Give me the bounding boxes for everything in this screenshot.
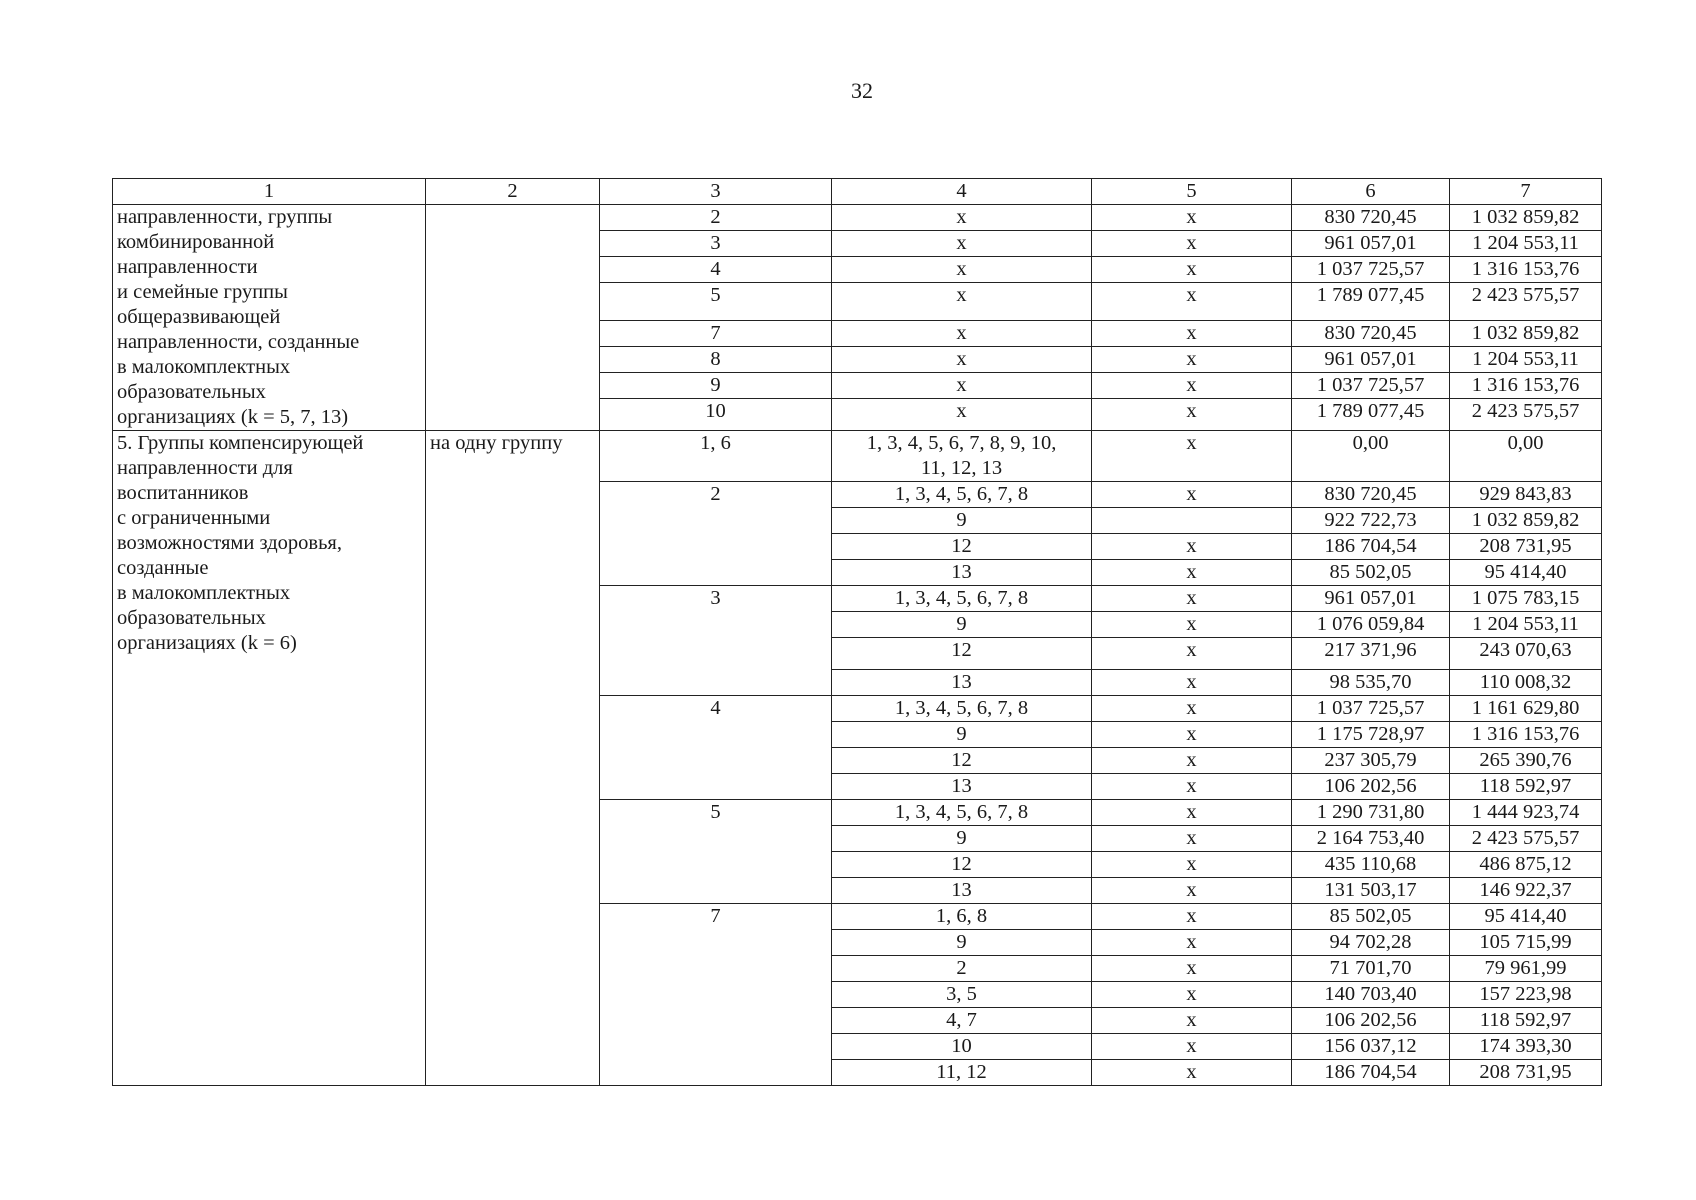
category-cell: 12	[832, 534, 1092, 560]
table-header-row	[113, 179, 1602, 205]
marker-cell: х	[1092, 431, 1292, 482]
category-cell: 1, 6, 8	[832, 904, 1092, 930]
value-cell: 2 164 753,40	[1292, 826, 1450, 852]
category-cell: х	[832, 373, 1092, 399]
marker-cell: х	[1092, 1008, 1292, 1034]
value-cell: 929 843,83	[1450, 482, 1602, 508]
value-cell: 79 961,99	[1450, 956, 1602, 982]
value-cell: 186 704,54	[1292, 534, 1450, 560]
value-cell: 1 444 923,74	[1450, 800, 1602, 826]
value-cell: 1 161 629,80	[1450, 696, 1602, 722]
column-number-header: 1	[113, 179, 426, 205]
value-cell: 131 503,17	[1292, 878, 1450, 904]
category-cell: 9	[832, 508, 1092, 534]
value-cell: 208 731,95	[1450, 534, 1602, 560]
category-cell: 1, 3, 4, 5, 6, 7, 8	[832, 586, 1092, 612]
value-cell: 435 110,68	[1292, 852, 1450, 878]
category-cell: 1, 3, 4, 5, 6, 7, 8	[832, 482, 1092, 508]
category-cell: х	[832, 283, 1092, 321]
marker-cell: х	[1092, 696, 1292, 722]
marker-cell: х	[1092, 904, 1292, 930]
value-cell: 961 057,01	[1292, 347, 1450, 373]
category-cell: 11, 12	[832, 1060, 1092, 1086]
value-cell: 961 057,01	[1292, 231, 1450, 257]
value-cell: 486 875,12	[1450, 852, 1602, 878]
group-count-cell: 3	[600, 231, 832, 257]
category-cell: 9	[832, 930, 1092, 956]
marker-cell: х	[1092, 956, 1292, 982]
value-cell: 1 037 725,57	[1292, 373, 1450, 399]
category-cell: 13	[832, 670, 1092, 696]
category-cell: х	[832, 399, 1092, 431]
category-cell: х	[832, 347, 1092, 373]
group-count-cell: 2	[600, 205, 832, 231]
value-cell: 2 423 575,57	[1450, 399, 1602, 431]
value-cell: 1 204 553,11	[1450, 612, 1602, 638]
marker-cell: х	[1092, 399, 1292, 431]
value-cell: 1 316 153,76	[1450, 722, 1602, 748]
group-count-cell: 8	[600, 347, 832, 373]
value-cell: 71 701,70	[1292, 956, 1450, 982]
value-cell: 85 502,05	[1292, 560, 1450, 586]
value-cell: 2 423 575,57	[1450, 826, 1602, 852]
marker-cell: х	[1092, 586, 1292, 612]
group-count-cell: 2	[600, 482, 832, 586]
category-cell: 13	[832, 560, 1092, 586]
marker-cell: х	[1092, 670, 1292, 696]
category-cell: 13	[832, 878, 1092, 904]
group-count-cell: 5	[600, 283, 832, 321]
value-cell: 118 592,97	[1450, 774, 1602, 800]
marker-cell: х	[1092, 1060, 1292, 1086]
category-cell: 1, 3, 4, 5, 6, 7, 8, 9, 10, 11, 12, 13	[832, 431, 1092, 482]
marker-cell: х	[1092, 482, 1292, 508]
value-cell: 106 202,56	[1292, 774, 1450, 800]
marker-cell: х	[1092, 257, 1292, 283]
value-cell: 95 414,40	[1450, 560, 1602, 586]
value-cell: 110 008,32	[1450, 670, 1602, 696]
unit-cell	[426, 205, 600, 431]
marker-cell: х	[1092, 560, 1292, 586]
value-cell: 237 305,79	[1292, 748, 1450, 774]
tariff-table	[112, 178, 1602, 1086]
marker-cell: х	[1092, 283, 1292, 321]
value-cell: 1 076 059,84	[1292, 612, 1450, 638]
column-number-header: 6	[1292, 179, 1450, 205]
marker-cell: х	[1092, 321, 1292, 347]
value-cell: 186 704,54	[1292, 1060, 1450, 1086]
value-cell: 174 393,30	[1450, 1034, 1602, 1060]
value-cell: 1 204 553,11	[1450, 347, 1602, 373]
value-cell: 208 731,95	[1450, 1060, 1602, 1086]
marker-cell: х	[1092, 612, 1292, 638]
value-cell: 830 720,45	[1292, 205, 1450, 231]
category-cell: 3, 5	[832, 982, 1092, 1008]
group-count-cell: 4	[600, 696, 832, 800]
category-cell: 13	[832, 774, 1092, 800]
column-number-header: 4	[832, 179, 1092, 205]
group-count-cell: 9	[600, 373, 832, 399]
value-cell: 94 702,28	[1292, 930, 1450, 956]
marker-cell: х	[1092, 205, 1292, 231]
value-cell: 105 715,99	[1450, 930, 1602, 956]
marker-cell: х	[1092, 231, 1292, 257]
marker-cell: х	[1092, 722, 1292, 748]
value-cell: 0,00	[1450, 431, 1602, 482]
marker-cell: х	[1092, 748, 1292, 774]
group-count-cell: 7	[600, 321, 832, 347]
value-cell: 1 075 783,15	[1450, 586, 1602, 612]
group-count-cell: 10	[600, 399, 832, 431]
marker-cell: х	[1092, 774, 1292, 800]
value-cell: 95 414,40	[1450, 904, 1602, 930]
value-cell: 106 202,56	[1292, 1008, 1450, 1034]
value-cell: 1 037 725,57	[1292, 696, 1450, 722]
marker-cell	[1092, 508, 1292, 534]
value-cell: 1 316 153,76	[1450, 373, 1602, 399]
value-cell: 1 175 728,97	[1292, 722, 1450, 748]
value-cell: 2 423 575,57	[1450, 283, 1602, 321]
value-cell: 156 037,12	[1292, 1034, 1450, 1060]
table-row	[113, 205, 1602, 231]
group-count-cell: 5	[600, 800, 832, 904]
category-cell: х	[832, 231, 1092, 257]
group-type-cell: направленности, группы комбинированной направленности и семейные группы общеразвивающей направленности, созданные в малокомплектных образовательных организациях (k = 5, 7, 13)	[113, 205, 426, 431]
category-cell: 12	[832, 852, 1092, 878]
value-cell: 265 390,76	[1450, 748, 1602, 774]
column-number-header: 5	[1092, 179, 1292, 205]
marker-cell: х	[1092, 347, 1292, 373]
category-cell: 9	[832, 722, 1092, 748]
group-type-cell: 5. Группы компенсирующей направленности для воспитанников с ограниченными возможностями здоровья, созданные в малокомплектных образовательных организациях (k = 6)	[113, 431, 426, 1086]
value-cell: 1 316 153,76	[1450, 257, 1602, 283]
category-cell: 9	[832, 826, 1092, 852]
marker-cell: х	[1092, 1034, 1292, 1060]
category-cell: 12	[832, 638, 1092, 670]
value-cell: 1 290 731,80	[1292, 800, 1450, 826]
marker-cell: х	[1092, 373, 1292, 399]
value-cell: 830 720,45	[1292, 321, 1450, 347]
value-cell: 1 032 859,82	[1450, 508, 1602, 534]
marker-cell: х	[1092, 800, 1292, 826]
value-cell: 157 223,98	[1450, 982, 1602, 1008]
page-number: 32	[851, 78, 873, 103]
value-cell: 217 371,96	[1292, 638, 1450, 670]
category-cell: х	[832, 257, 1092, 283]
value-cell: 961 057,01	[1292, 586, 1450, 612]
category-cell: 12	[832, 748, 1092, 774]
category-cell: 9	[832, 612, 1092, 638]
value-cell: 1 032 859,82	[1450, 321, 1602, 347]
value-cell: 830 720,45	[1292, 482, 1450, 508]
marker-cell: х	[1092, 852, 1292, 878]
value-cell: 85 502,05	[1292, 904, 1450, 930]
unit-cell: на одну группу	[426, 431, 600, 1086]
category-cell: 4, 7	[832, 1008, 1092, 1034]
value-cell: 140 703,40	[1292, 982, 1450, 1008]
category-cell: х	[832, 205, 1092, 231]
column-number-header: 7	[1450, 179, 1602, 205]
group-count-cell: 1, 6	[600, 431, 832, 482]
value-cell: 922 722,73	[1292, 508, 1450, 534]
value-cell: 1 032 859,82	[1450, 205, 1602, 231]
value-cell: 243 070,63	[1450, 638, 1602, 670]
marker-cell: х	[1092, 878, 1292, 904]
marker-cell: х	[1092, 930, 1292, 956]
marker-cell: х	[1092, 826, 1292, 852]
group-count-cell: 3	[600, 586, 832, 696]
marker-cell: х	[1092, 638, 1292, 670]
table-row	[113, 431, 1602, 482]
value-cell: 146 922,37	[1450, 878, 1602, 904]
category-cell: 1, 3, 4, 5, 6, 7, 8	[832, 696, 1092, 722]
group-count-cell: 4	[600, 257, 832, 283]
value-cell: 118 592,97	[1450, 1008, 1602, 1034]
category-cell: х	[832, 321, 1092, 347]
value-cell: 1 037 725,57	[1292, 257, 1450, 283]
marker-cell: х	[1092, 982, 1292, 1008]
column-number-header: 2	[426, 179, 600, 205]
value-cell: 1 789 077,45	[1292, 283, 1450, 321]
marker-cell: х	[1092, 534, 1292, 560]
category-cell: 2	[832, 956, 1092, 982]
category-cell: 1, 3, 4, 5, 6, 7, 8	[832, 800, 1092, 826]
value-cell: 0,00	[1292, 431, 1450, 482]
value-cell: 98 535,70	[1292, 670, 1450, 696]
value-cell: 1 204 553,11	[1450, 231, 1602, 257]
category-cell: 10	[832, 1034, 1092, 1060]
column-number-header: 3	[600, 179, 832, 205]
group-count-cell: 7	[600, 904, 832, 1086]
value-cell: 1 789 077,45	[1292, 399, 1450, 431]
